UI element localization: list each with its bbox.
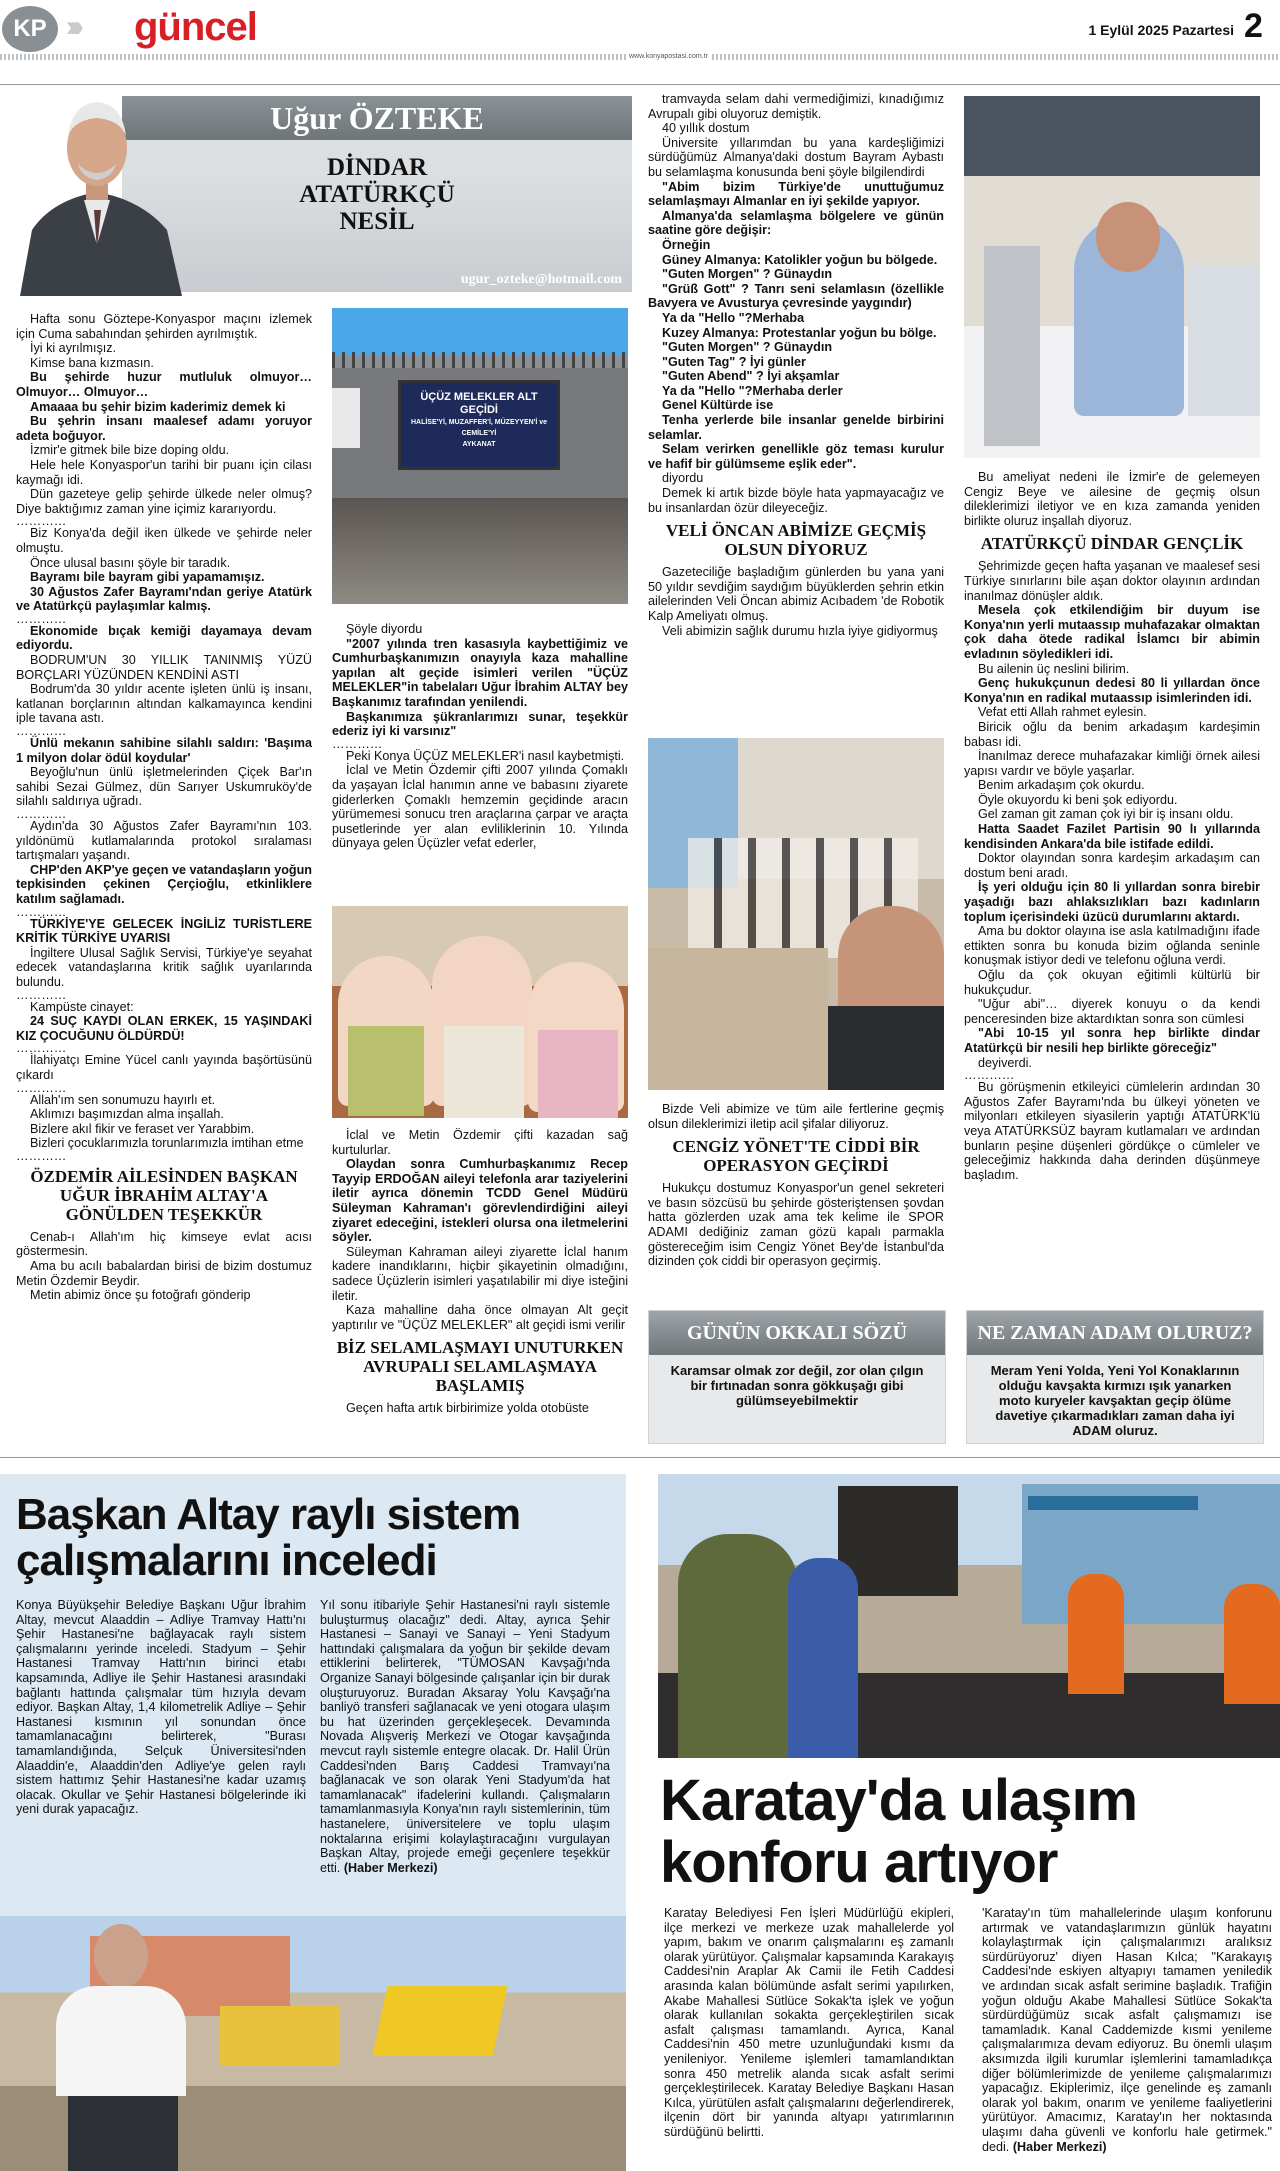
paragraph: diyordu [662,471,704,486]
paragraph: Şöyle diyordu [346,622,423,636]
sign-line: CEMİLE'Yİ [461,430,497,437]
paragraph: tramvayda selam dahi vermediğimizi, kınadığımız Avrupalı gibi oluyoruz demiştik. [648,92,944,121]
paragraph: Peki Konya ÜÇÜZ MELEKLER'i nasıl kaybetmişti. [346,748,625,763]
paragraph: 40 yıllık dostum [662,121,750,136]
paragraph: İlahiyatçı Emine Yücel canlı yayında başörtüsünü çıkardı [16,1053,312,1082]
paragraph: "Uğur abi"… diyerek konuyu o da kendi penceresinden bize aktardıktan sonra son cümlesi [964,997,1260,1026]
paragraph: Amaaaa bu şehir bizim kaderimiz demek ki [30,399,286,414]
paragraph: Süleyman Kahraman aileyi ziyarette İclal hanım kadere inandıklarını, hiçbir şikayetinin olmadığını, sadece Üçüzlerin isimleri yaşatılabilir mi diye isteğini iletir. [332,1244,628,1303]
column-col2b [332,1128,628,1416]
karatay-photo [658,1474,1280,1758]
paragraph: Benim arkadaşım çok okurdu. [978,778,1145,793]
paragraph: "Guten Abend" ? İyi akşamlar [662,369,840,384]
paragraph: İclal ve Metin Özdemir çifti kazadan sağ kurtulurlar. [332,1128,628,1157]
paragraph: Veli abimizin sağlık durumu hızla iyiye gidiyormuş [662,623,938,638]
logo-badge [2,6,58,52]
paragraph: Geçen hafta artık birbirimize yolda otobüste [346,1401,589,1416]
paragraph: 24 SUÇ KAYDI OLAN ERKEK, 15 YAŞINDAKİ KIZ ÇOCUĞUNU ÖLDÜRDÜ! [16,1014,312,1043]
paragraph: Hafta sonu Göztepe-Konyaspor maçını izlemek için Cuma sabahından şehirden ayrılmıştık. [16,312,312,341]
paragraph: Ama bu acılı babalardan birisi de bizim dostumuz Metin Özdemir Beydir. [16,1259,312,1288]
altay-figure [46,1916,196,2171]
paragraph: Bu şehirde huzur mutluluk olmuyor…Olmuyor… Olmuyor… [16,370,312,399]
column-col3b [648,1102,944,1269]
paragraph: Bayramı bile bayram gibi yapamamışız. [30,570,265,585]
article-karatay-credit: (Haber Merkezi) [1012,2139,1107,2154]
paragraph: Bizlere akıl fikir ve feraset ver Yarabbim. [30,1121,255,1136]
paragraph-separator: ………… [16,1080,67,1095]
paragraph: Gel zaman git zaman çok iyi bir iş insanı oldu. [978,807,1234,822]
author-name: Uğur ÖZTEKE [122,96,632,140]
paragraph: Kampüste cinayet: [30,999,134,1014]
paragraph: "Guten Tag" ? İyi günler [662,354,806,369]
paragraph: Beyoğlu'nun ünlü işletmelerinden Çiçek Bar'ın sahibi Sezai Gülmez, dün Sarıyer Uskumruköy'de silahlı saldırıya uğradı. [16,765,312,809]
article-altay-col-b: Yıl sonu itibariyle Şehir Hastanesi'ni raylı sistemle buluşturmuş olacağız" dedi. Altay, ayrıca Şehir Hastanesi – Sanayi ve Sanayi – Yeni Stadyum hattındaki çalışmalara da yoğun bir şekilde devam ettiklerini belirterek, "TÜMOSAN Kavşağı'nda Organize Sanayi bölgesinde çalışanlar için bir durak oluşturuyoruz. Buradan Aksaray Yolu Kavşağı'na banliyö transferi sağlanacak ve yeni otogara ulaşım bu hat üzerinden gerçekleşecek. Devamında Novada Alışveriş Merkezi ve Otogar kavşağında mevcut raylı sistemle entegre olacak. Dr. Halil Ürün Caddesi'nden Barış Caddesi Tramvayı'na bağlanacak ve son olarak Yeni Stadyum'da hat tamamlanacak" ifadelerini kullandı. Çalışmaların tamamlanmasıyla Konya'nın raylı sistemlerinin, tüm hastanelere, üniversitelere ve toplu ulaşım noktalarına erişimi kolaylaştıracağını vurgulayan Başkan Altay, projede emeği geçenlere teşekkür etti. [320,1598,610,1875]
paragraph: "Abi 10-15 yıl sonra hep birlikte dindar Atatürkçü bir nesili hep birlikte göreceğiz" [964,1026,1260,1055]
column-title [122,154,632,235]
paragraph: Ya da "Hello "?Merhaba [662,310,805,325]
paragraph: Bizde Veli abimize ve tüm aile fertlerine geçmiş olsun dileklerimizi iletip acil şifalar diliyoruz. [648,1102,944,1131]
column-col4 [964,470,1260,1182]
column-subheading: VELİ ÖNCAN ABİMİZE GEÇMİŞ OLSUN DİYORUZ [665,521,927,560]
paragraph: Biz Konya'da değil iken ülkede ve şehirde neler olmuştu. [16,526,312,555]
paragraph-separator: ………… [16,1148,67,1163]
quote-box-text: Karamsar olmak zor değil, zor olan çılgın bir fırtınadan sonra gökkuşağı gibi gülümseyebilmektir [649,1355,945,1443]
paragraph: "2007 yılında tren kasasıyla kaybettiğimiz ve Cumhurbaşkanımızın onayıyla kaza mahalline yapılan alt geçide isimleri verilen "ÜÇÜZ MELEKLER"in tabelaları Uğur İbrahim ALTAY bey Başkanımız tarafından yenilendi. [332,636,628,709]
paragraph: İclal ve Metin Özdemir çifti 2007 yılında Çomaklı da yaşayan İclal hanımın anne ve babasını ziyarete giderlerken Çomaklı hemzemin geçidinde aracın yürümemesi sonucu tren araçlarına çarpar ve araçta pusetlerinde yer alan evliliklerinin 10. Yılında dünyaya gelen Üçüzler vefat ederler, [332,763,628,851]
column-subheading: CENGİZ YÖNET'TE CİDDİ BİR OPERASYON GEÇİRDİ [672,1137,920,1176]
paragraph-separator: ………… [16,724,67,739]
author-portrait [2,60,192,296]
quote-box-title: GÜNÜN OKKALI SÖZÜ [649,1311,945,1355]
paragraph: Ama bu doktor olayına ise asla katılmadığını ifade ettikten sonra bu konuda bizim oğlanda seninle konuşmak istiyor dedi ve telefonu oğluna verdi. [964,924,1260,968]
altay-site-photo [0,1916,626,2171]
paragraph: İyi ki ayrılmışız. [30,341,117,356]
paragraph: Örneğin [662,237,711,252]
paragraph: Dün gazeteye gelip şehirde ülkede neler olmuş? Diye baktığımız zaman yine içimiz kararıyordu. [16,487,312,516]
paragraph-separator: ………… [16,611,67,626]
column-title-line: ATATÜRKÇÜ [299,181,455,208]
article-altay [0,1474,626,2171]
paragraph: Vefat etti Allah rahmet eylesin. [978,705,1147,720]
paragraph: Önce ulusal basını şöyle bir taradık. [30,555,231,570]
article-karatay-col-b: 'Karatay'ın tüm mahallelerinde ulaşım konforunu artırmak ve vatandaşlarımızın günlük hayatını kolaylaştırmak için çalışmalarımızı aralıksız sürdürüyoruz' diyen Hasan Kılca; "Karakayış Caddesi'nde eskiyen altyapıyı tamamen yeniledik ve ardından sıcak asfalt serimine başladık. Trafiğin yoğun olduğu Akabe Mahallesi Sütlüce Sokak'ta sürdürdüğümüz sıcak asfalt çalışmamızı ise tamamladık. Kanal Caddemizde kısmi yenileme çalışmalarımıza devam ediyoruz. Bu önemli ulaşım aksımızda ilgili kurumlar işlemlerini tamamladıkça diğer bölümlerimizde de yenileme çalışmalarımızı yapacağız. Ekiplerimiz, ilçe genelinde eş zamanlı olarak yol bakım, onarım ve yenileme faaliyetlerini yürütüyor. Amacımız, Karatay'ın her noktasında ulaşımı daha güvenli ve konforlu hale getirmek." dedi. [982,1906,1272,2154]
paragraph: Kuzey Almanya: Protestanlar yoğun bu bölge. [662,325,937,340]
column-col3 [648,92,944,638]
column-subheading: ATATÜRKÇÜ DİNDAR GENÇLİK [980,534,1244,554]
column-subheading: BİZ SELAMLAŞMAYI UNUTURKEN AVRUPALI SELAMLAŞMAYA BAŞLAMIŞ [336,1338,624,1396]
paragraph: Bu ailenin üç neslini bilirim. [978,661,1130,676]
paragraph: Bu şehrin insanı maalesef adamı yoruyor adeta boğuyor. [16,414,312,443]
paragraph: Aklımızı başımızdan alma inşallah. [30,1107,224,1122]
paragraph: Başkanımıza şükranlarımızı sunar, teşekkür ederiz iyi ki varsınız" [332,709,628,739]
article-altay-col-a: Konya Büyükşehir Belediye Başkanı Uğur İbrahim Altay, mevcut Alaaddin – Adliye Tramvay Hattı'nı Şehir Hastanesi'ne bağlayacak raylı sistem çalışmalarını yerinde inceledi. Stadyum – Şehir Hastanesi Tramvay Hattı'nın birinci etabı kapsamında, Adliye ile Şehir Hastanesi arasındaki bağlantı hattında çalışmalar tüm hızıyla devam ediyor. Başkan Altay, 1,4 kilometrelik Adliye – Şehir Hastanesi kısmının yıl sonundan önce tamamlanacağını belirterek, "Burası tamamlandığında, Selçuk Üniversitesi'nden Alaaddin'e, Alaaddin'den Adliye'ye gelen raylı sistem hattımız Şehir Hastanesi'ne kadar uzamış olacak. Okullar ve Şehir Hastanesi bölgelerinde iki yeni durak yapacağız. [16,1598,306,1817]
paragraph: Öyle okuyordu ki beni şok ediyordu. [978,792,1178,807]
paragraph: Ünlü mekanın sahibine silahlı saldırı: 'Başıma 1 milyon dolar ödül koydular' [16,736,312,765]
paragraph: Hukukçu dostumuz Konyaspor'un genel sekreteri ve basın sözcüsü bu şehirde gösteriştensen şovdan hatta gözlerden uzak ama tek kelime ile SPOR ADAMI dediğiniz zaman gözü kapalı parmakla göstereceğim isim Cengiz Yönet Bey'de İstanbul'da dizinden çok ciddi bir operasyon geçirmiş. [648,1181,944,1269]
hospital-photo [964,96,1260,458]
headline-line: Başkan Altay raylı sistem [16,1490,521,1539]
paragraph: Kimse bana kızmasın. [30,355,154,370]
sign-line: ÜÇÜZ MELEKLER ALT GEÇİDİ [420,391,538,416]
logo-text: KP [13,15,47,42]
paragraph-separator: ………… [16,1041,67,1056]
paragraph: Bizleri çocuklarımızla torunlarımızla imtihan etme [30,1136,304,1151]
paragraph: İnanılmaz derece muhafazakar kimliği örnek ailesi yapısı vardır ve böyle yaşarlar. [964,749,1260,778]
paragraph: Genç hukukçunun dedesi 80 li yıllardan önce Konya'nın en radikal mutaassıp isimlerinden idi. [964,676,1260,705]
paragraph: Metin abimiz önce şu fotoğrafı gönderip [30,1288,251,1303]
article-karatay-col-a: Karatay Belediyesi Fen İşleri Müdürlüğü ekipleri, ilçe merkezi ve merkeze uzak mahallelerde yol yapım, bakım ve onarım çalışmalarını eş zamanlı olarak yürütüyor. Çalışmalar kapsamında Karakayış Caddesi'nin Araplar Ak Camii ile Fetih Caddesi arasında kalan bölümünde asfalt serimi yapılırken, Akabe Mahallesi Sütlüce Sokak'ta işlek ve yoğun olarak kullanılan sokakta gerçekleştirilen sıcak asfalt çalışması tamamlandı. Ayrıca, Kanal Caddesi'nin 450 metre uzunluğundaki kısmı da yenileniyor. Yenileme işlemleri tamamlandıktan sonra 450 metrelik alanda sıcak asfalt serimi gerçekleştirilecek. Karatay Belediye Başkanı Hasan Kılca, yürütülen asfalt çalışmalarını değerlendirerek, ilçenin dört bir yanında altyapı yatırımlarının sürdüğünü belirtti. [664,1906,954,2139]
paragraph: Bu ameliyat nedeni ile İzmir'e de gelemeyen Cengiz Beye ve ailesine de geçmiş olsun dileklerimizi iletiyor ve en kıza zamanda yeniden birlikte oluruz inşallah diyoruz. [964,470,1260,528]
article-karatay-headline [660,1770,1280,1894]
paragraph: Ya da "Hello "?Merhaba derler [662,383,843,398]
quote-box [648,1310,946,1444]
adam-box-title: NE ZAMAN ADAM OLURUZ? [967,1311,1263,1355]
column-subheading: ÖZDEMİR AİLESİNDEN BAŞKAN UĞUR İBRAHİM ALTAY'A GÖNÜLDEN TEŞEKKÜR [30,1166,298,1224]
column-col2 [332,622,628,851]
sign-line: HALİSE'Yİ, MUZAFFER'İ, MÜZEYYEN'İ ve [410,419,548,426]
page-number: 2 [1244,7,1263,45]
paragraph: İş yeri olduğu için 80 li yıllardan sonra birebir yaşadığı bazı ahlaksızlıkları bazı kadınların toplum içerisindeki üzücü durumlarını aktardı. [964,880,1260,924]
paragraph: deyiverdi. [978,1055,1032,1070]
paragraph: Doktor olayından sonra kardeşim arkadaşım can dostum beni aradı. [964,851,1260,880]
headline-line: konforu artıyor [660,1830,1058,1895]
paragraph: Bodrum'da 30 yıldır acente işleten ünlü iş insanı, katlanan borçlarının altından kalkamayınca kendini iple tavana astı. [16,682,312,726]
article-altay-col-b-wrap [320,1598,610,1875]
paragraph: Selam verirken genellikle göz teması kurulur ve hafif bir gülümseme eşlik eder". [648,442,944,471]
group-photo [648,738,944,1090]
paragraph-separator: ………… [332,736,383,751]
paragraph: "Guten Morgen" ? Günaydın [662,267,833,282]
adam-box [966,1310,1264,1444]
sign-line: AYKANAT [462,441,496,448]
paragraph: BODRUM'UN 30 YILLIK TANINMIŞ YÜZÜ BORÇLARI YÜZÜNDEN KENDİNİ ASTI [16,653,312,682]
paragraph: Güney Almanya: Katolikler yoğun bu bölgede. [662,252,938,267]
paragraph: Hatta Saadet Fazilet Partisin 90 lı yıllarında kendisinden Ankara'da bile istifade edildi. [964,822,1260,851]
paragraph: TÜRKİYE'YE GELECEK İNGİLİZ TURİSTLERE KRİTİK TÜRKİYE UYARISI [16,916,312,946]
paragraph: "Abim bizim Türkiye'de unuttuğumuz selamlaşmayı Almanlar en iyi şekilde yapıyor. [648,179,944,209]
paragraph: Kaza mahalline daha önce olmayan Alt geçit yaptırılır ve "ÜÇÜZ MELEKLER" alt geçidi ismi verilir [332,1303,628,1332]
paragraph: Genel Kültürde ise [662,398,774,413]
paragraph: Cenab-ı Allah'ım hiç kimseye evlat acısı göstermesin. [16,1229,312,1259]
page-header [0,0,1280,62]
paragraph: CHP'den AKP'ye geçen ve vatandaşların yoğun tepkisinden çekinen Çerçioğlu, etkinliklere katılım sağlamadı. [16,862,312,906]
article-altay-headline [16,1492,616,1584]
paragraph-separator: ………… [16,904,67,919]
article-karatay-col-b-wrap [982,1906,1272,2154]
paragraph: 30 Ağustos Zafer Bayramı'ndan geriye Atatürk ve Atatürkçü paylaşımlar kalmış. [16,584,312,614]
author-email: ugur_ozteke@hotmail.com [460,272,622,287]
paragraph: İzmir'e gitmek bile bize doping oldu. [30,443,230,458]
column-title-line: DİNDAR [327,154,427,181]
underpass-photo [332,308,628,604]
underpass-sign [398,380,560,470]
issue-date: 1 Eylül 2025 Pazartesi [1088,22,1234,38]
headline-line: Karatay'da ulaşım [660,1768,1138,1833]
paragraph: "Guten Morgen" ? Günaydın [662,340,833,355]
paragraph-separator: ………… [964,1068,1015,1083]
paragraph: "Grüß Gott" ? Tanrı seni selamlasın (özellikle Bavyera ve Avusturya çevresinde yaygındır) [648,281,944,311]
paragraph: Aydın'da 30 Ağustos Zafer Bayramı'nın 103. yıldönümü kutlamalarında protokol sıralaması tartışmaları yaşandı. [16,819,312,863]
paragraph: Hele hele Konyaspor'un tarihi bir puanı için cilası kaymağı idi. [16,457,312,487]
site-url: www.konyapostasi.com.tr [626,53,711,60]
paragraph-separator: ………… [16,514,67,529]
paragraph: Olaydan sonra Cumhurbaşkanımız Recep Tayyip ERDOĞAN aileyi telefonla arar taziyelerini iletir ayrıca dönemin TCDD Genel Müdürü Süleyman Kahraman'ı görevlendirdiğini aileyi ziyaret edeceğini, istekleri olursa ona iletmelerini söyler. [332,1157,628,1245]
section-title: güncel [134,5,257,49]
paragraph: Demek ki artık bizde böyle hata yapmayacağız ve bu insanlardan özür dileyeceğiz. [648,486,944,515]
paragraph: Üniversite yıllarımdan bu yana kardeşliğimizi sürdüğümüz Almanya'daki dostum Bayram Aybastı bu selamlaşma konusunda beni şöyle bilgilendirdi [648,135,944,179]
column-col1 [16,312,312,1303]
paragraph: Almanya'da selamlaşma bölgelere ve günün saatine göre değişir: [648,208,944,238]
paragraph: Gazeteciliğe başladığım günlerden bu yana yani 50 yıldır sevdiğim saydığım büyüklerden şehrin etkin ailelerinden Veli Öncan abimiz Acıbadem 'de Robotik Kalp Ameliyatı olmuş. [648,565,944,623]
paragraph-separator: ………… [16,987,67,1002]
adam-box-text: Meram Yeni Yolda, Yeni Yol Konaklarının olduğu kavşakta kırmızı ışık yanarken moto kuryeler kavşaktan geçip ölüme davetiye çıkarmadıkları zaman daha iyi ADAM oluruz. [967,1355,1263,1443]
paragraph: Şehrimizde geçen hafta yaşanan ve maalesef sesi Türkiye sınırlarını bile aşan doktor olayının ardından inanılmaz dönüşler aldık. [964,559,1260,603]
paragraph-separator: ………… [16,807,67,821]
paragraph: Bu görüşmenin etkileyici cümlelerin ardından 30 Ağustos Zafer Bayramı'nda bu ülkeyi yöneten ve milyonları etkileyen siyasilerin yaptığı ATATÜRK'lü veya ATATÜRKSÜZ bayram kutlamaları ve ardından bunların peşine düşenleri gördükçe o cümleler ve geleceğimiz hakkında daha derinden düşünmeye başladım. [964,1080,1260,1182]
paragraph: Mesela çok etkilendiğim bir duyum ise Konya'nın yerli mutaassıp muhafazakar olmaktan çok daha ötede radikal İslamcı bir abimin evladının söyledikleri idi. [964,603,1260,661]
paragraph: Oğlu da çok okuyan eğitimli kültürlü bir hukukçudur. [964,968,1260,997]
paragraph: Ekonomide bıçak kemiği dayamaya devam ediyordu. [16,623,312,653]
article-altay-credit: (Haber Merkezi) [343,1860,438,1875]
triplets-photo [332,906,628,1118]
paragraph: Allah'ım sen sonumuzu hayırlı et. [30,1092,216,1107]
paragraph: Tenha yerlerde bile insanlar genelde birbirini selamlar. [648,413,944,442]
chevrons-icon: ››› [66,10,78,43]
paragraph: İngiltere Ulusal Sağlık Servisi, Türkiye'ye seyahat edecek vatandaşlarına kritik sağlık uyarılarında bulundu. [16,945,312,989]
column-title-line: NESİL [339,208,415,235]
paragraph: Biricik oğlu da benim arkadaşım kardeşimin babası idi. [964,719,1260,749]
headline-line: çalışmalarını inceledi [16,1536,437,1585]
author-header [122,96,632,292]
